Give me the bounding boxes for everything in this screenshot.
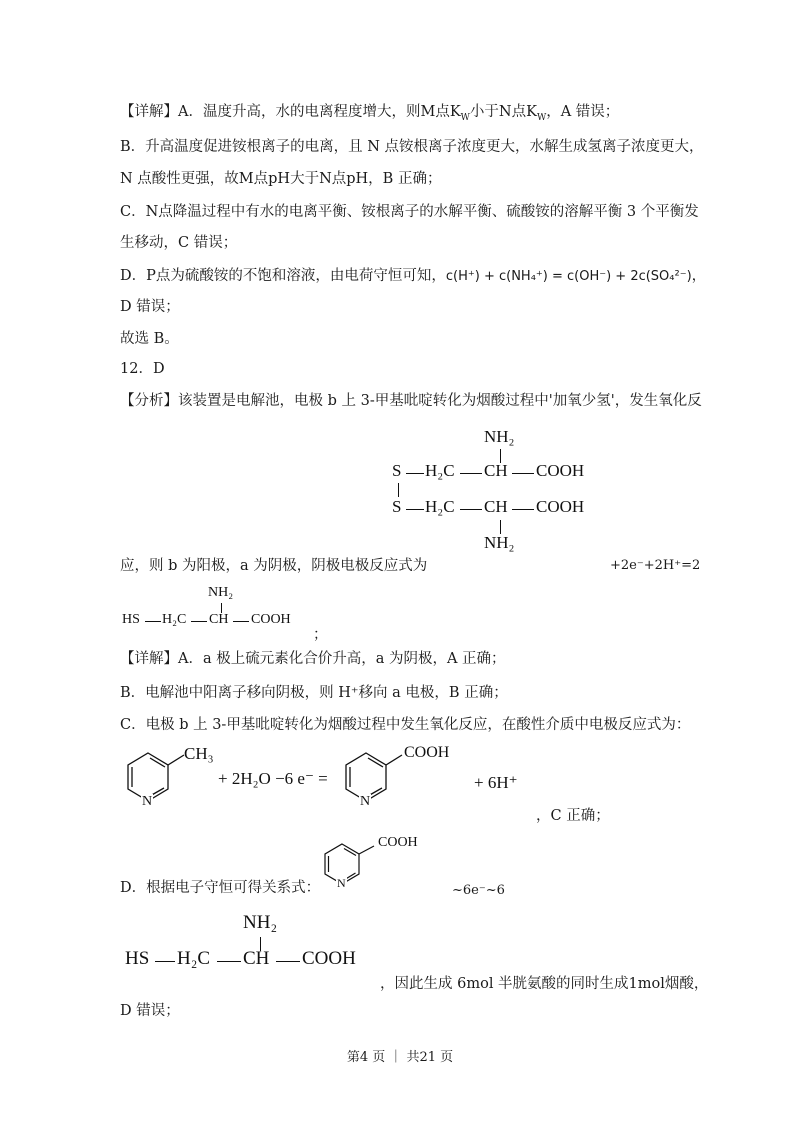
- text-segment: 小于N点K: [469, 104, 537, 120]
- charge-balance-equation: c(H⁺) + c(NH₄⁺) = c(OH⁻) + 2c(SO₄²⁻): [445, 269, 692, 284]
- cysteine-structure-large: [125, 912, 385, 982]
- sulfur-atom: S: [392, 461, 402, 480]
- question-number: 12．D: [120, 361, 165, 377]
- reaction-reactants: + 2H₂O −6 e⁻ =: [218, 769, 328, 788]
- carboxyl-group: COOH: [404, 744, 450, 761]
- bond: [460, 509, 482, 510]
- amino-group: NH₂: [208, 585, 234, 600]
- option-d-line: [120, 266, 706, 287]
- cysteine-structure: [120, 585, 320, 645]
- reaction-products: + 6H⁺: [474, 773, 518, 792]
- methylene-group: H₂C: [425, 461, 455, 480]
- analysis-line-2: 应，则 b 为阳极，a 为阴极，阴极电极反应式为: [120, 558, 428, 574]
- alpha-carbon: CH: [484, 461, 508, 480]
- bond: [191, 621, 207, 622]
- bond: [500, 520, 501, 534]
- methylene-group: H₂C: [177, 948, 211, 969]
- nitrogen-atom: N: [337, 876, 346, 890]
- amino-group: NH₂: [484, 427, 515, 446]
- electron-relation: ~6e⁻~6: [452, 883, 505, 898]
- methyl-group: CH₃: [184, 744, 214, 763]
- text-segment: D．P点为硫酸铵的不饱和溶液，由电荷守恒可知，: [120, 268, 446, 284]
- option-b-line: B．升高温度促进铵根离子的电离，且 N 点铵根离子浓度更大，水解生成氢离子浓度更大，: [120, 139, 704, 155]
- bond: [276, 961, 300, 962]
- thiol-group: HS: [122, 612, 140, 627]
- detail-a-line: 【详解】A．a 极上硫元素化合价升高，a 为阴极，A 正确；: [120, 651, 506, 667]
- nitrogen-atom: N: [360, 794, 371, 809]
- carboxyl-group: COOH: [378, 835, 418, 850]
- detail-d-line-3: D 错误；: [120, 1003, 180, 1019]
- detail-d-line-2: ，因此生成 6mol 半胱氨酸的同时生成1mol烟酸，: [380, 976, 709, 992]
- detail-a-line: [120, 102, 619, 128]
- answer-line: 故选 B。: [120, 331, 179, 347]
- bond: [406, 473, 424, 474]
- nitrogen-atom: N: [142, 794, 153, 809]
- kw-subscript: W: [460, 112, 470, 123]
- alpha-carbon: CH: [484, 497, 508, 516]
- analysis-line: 【分析】该装置是电解池，电极 b 上 3-甲基吡啶转化为烟酸过程中'加氧少氢'，发生氧化反: [120, 393, 702, 409]
- disulfide-bond: [398, 483, 399, 497]
- text-segment: ，: [691, 268, 707, 284]
- alpha-carbon: CH: [243, 948, 270, 969]
- amino-group: NH₂: [484, 533, 515, 552]
- option-b-line-2: N 点酸性更强，故M点pH大于N点pH，B 正确；: [120, 171, 442, 187]
- option-c-line: C．N点降温过程中有水的电离平衡、铵根离子的水解平衡、硫酸铵的溶解平衡 3 个平衡发: [120, 204, 699, 220]
- kw-subscript: W: [536, 112, 547, 123]
- cystine-structure: [390, 425, 620, 555]
- page-footer: 第4 页 ｜ 共21 页: [346, 1050, 454, 1065]
- semicolon: ；: [313, 627, 328, 643]
- thiol-group: HS: [125, 948, 150, 969]
- sulfur-atom: S: [392, 497, 402, 516]
- text-segment: 【详解】A．温度升高，水的电离程度增大，则M点K: [120, 104, 461, 120]
- carboxyl-group: COOH: [302, 948, 356, 969]
- bond: [155, 961, 175, 962]
- option-c-conclusion: ，C 正确；: [536, 808, 610, 824]
- bond: [217, 961, 241, 962]
- bond: [233, 621, 249, 622]
- alpha-carbon: CH: [209, 612, 229, 627]
- option-d-line-2: D 错误；: [120, 299, 180, 315]
- carboxyl-group: COOH: [536, 497, 585, 516]
- option-c-line-2: 生移动，C 错误；: [120, 235, 238, 251]
- bond: [512, 509, 534, 510]
- cathode-reaction-tail: +2e⁻+2H⁺=2: [610, 558, 701, 573]
- amino-group: NH₂: [243, 912, 278, 933]
- carboxyl-group: COOH: [536, 461, 585, 480]
- methylene-group: H₂C: [425, 497, 455, 516]
- detail-c-line: C．电极 b 上 3-甲基吡啶转化为烟酸过程中发生氧化反应，在酸性介质中电极反应式为：: [120, 717, 691, 733]
- text-segment: ，A 错误；: [546, 104, 620, 120]
- detail-d-line: D．根据电子守恒可得关系式：: [120, 880, 321, 896]
- methylene-group: H₂C: [162, 612, 187, 627]
- carboxyl-group: COOH: [251, 612, 291, 627]
- bond: [512, 473, 534, 474]
- detail-b-line: B．电解池中阳离子移向阴极，则 H⁺移向 a 电极，B 正确；: [120, 685, 508, 701]
- bond: [460, 473, 482, 474]
- bond: [145, 621, 161, 622]
- bond: [406, 509, 424, 510]
